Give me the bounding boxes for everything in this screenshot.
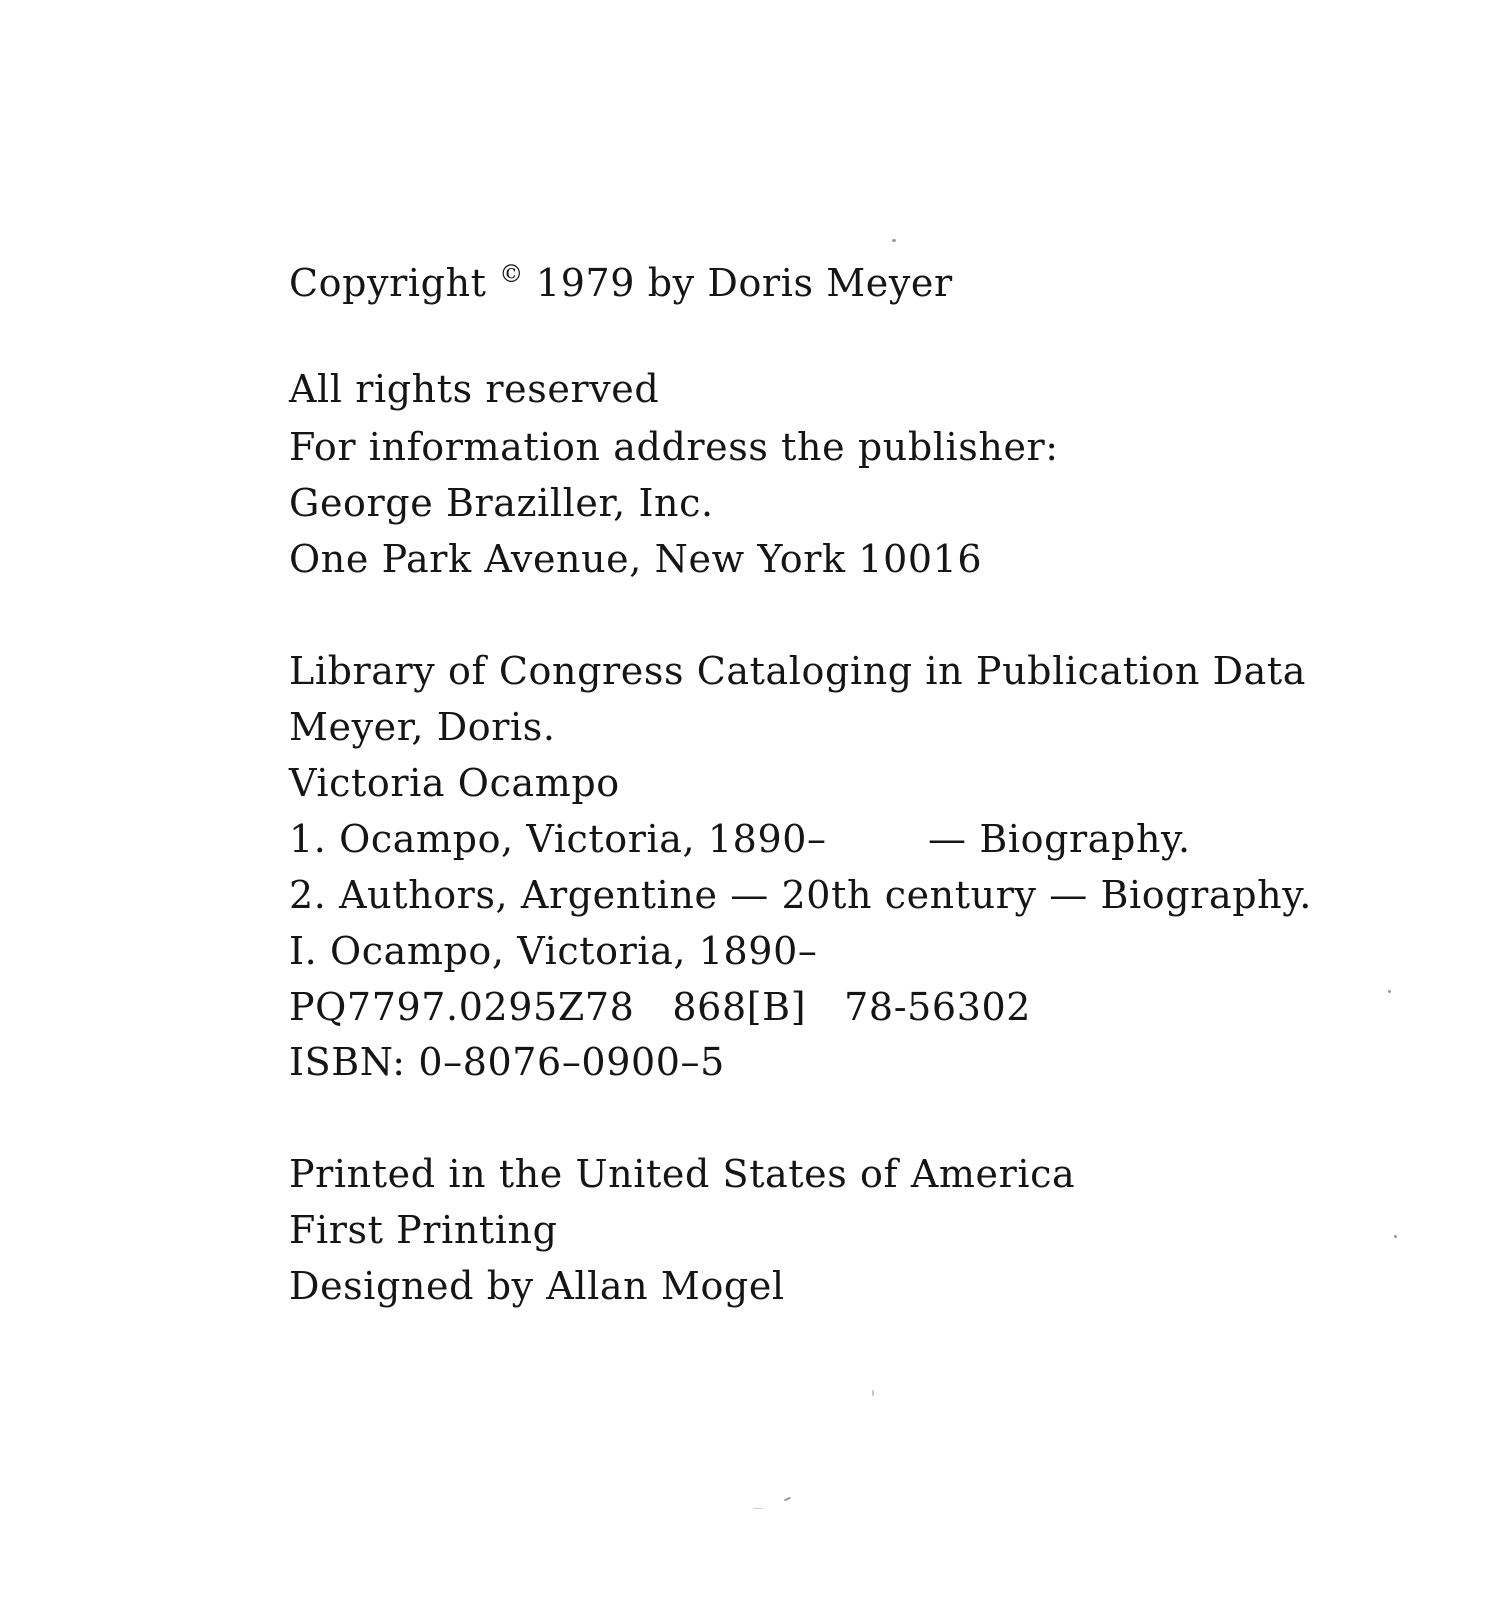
- cip-author: Meyer, Doris.: [289, 705, 556, 749]
- printed-in-line: Printed in the United States of America: [289, 1152, 1076, 1196]
- first-printing-line: First Printing: [289, 1208, 558, 1252]
- publisher-address: One Park Avenue, New York 10016: [289, 537, 983, 581]
- scan-speck: [1394, 1235, 1397, 1238]
- scan-speck: [784, 1497, 791, 1502]
- isbn: ISBN: 0–8076–0900–5: [289, 1040, 725, 1084]
- all-rights-reserved: All rights reserved: [289, 367, 660, 411]
- scan-speck: [872, 1390, 874, 1396]
- designer-line: Designed by Allan Mogel: [289, 1264, 785, 1308]
- cip-subject-1: 1. Ocampo, Victoria, 1890– — Biography.: [289, 817, 1191, 861]
- publisher-name: George Braziller, Inc.: [289, 481, 714, 525]
- scan-speck: [892, 239, 896, 242]
- cip-subject-2: 2. Authors, Argentine — 20th century — Biography.: [289, 873, 1312, 917]
- cip-title: Victoria Ocampo: [289, 761, 620, 805]
- scan-speck: [1388, 990, 1391, 993]
- publisher-info-line: For information address the publisher:: [289, 425, 1059, 469]
- cip-added-entry: I. Ocampo, Victoria, 1890–: [289, 929, 818, 973]
- copyright-symbol: ©: [499, 260, 524, 288]
- copyright-holder: 1979 by Doris Meyer: [535, 261, 953, 305]
- copyright-line: [289, 251, 953, 306]
- copyright-prefix: Copyright: [289, 261, 487, 305]
- cip-heading: Library of Congress Cataloging in Publication Data: [289, 649, 1307, 693]
- scan-speck: [753, 1508, 763, 1509]
- cip-call-number: PQ7797.0295Z78 868[B] 78-56302: [289, 985, 1032, 1029]
